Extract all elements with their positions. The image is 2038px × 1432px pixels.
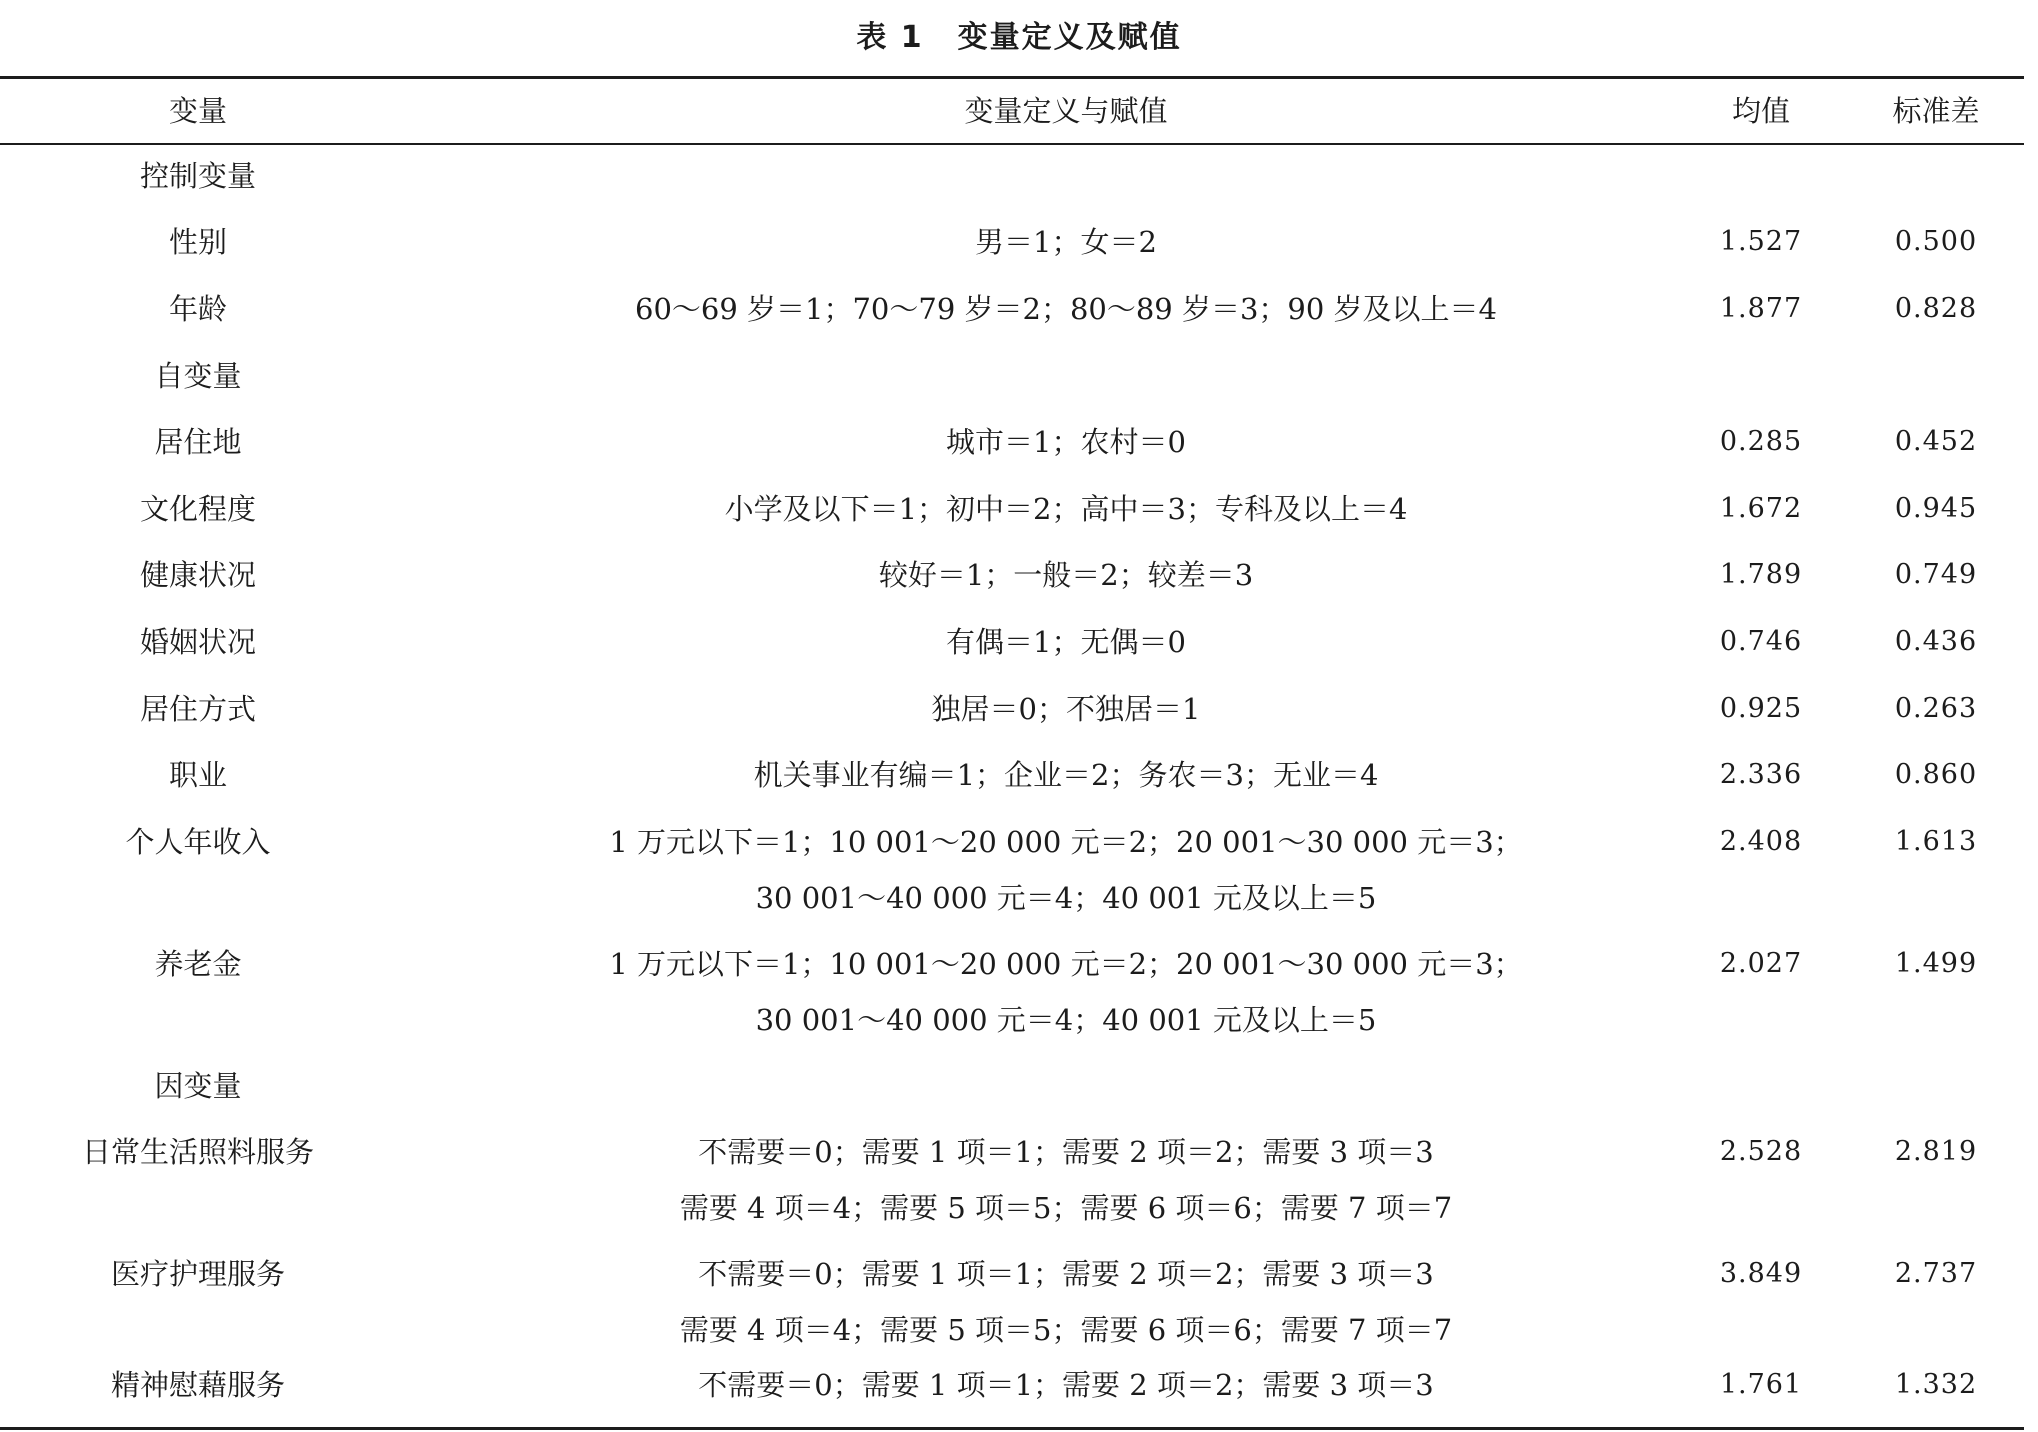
variable-cell: 日常生活照料服务 xyxy=(81,1135,314,1169)
definition-cell: 不需要＝0；需要 1 项＝1；需要 2 项＝2；需要 3 项＝3 xyxy=(698,1368,1434,1402)
header-variable: 变量 xyxy=(168,94,227,128)
definition-cell: 不需要＝0；需要 1 项＝1；需要 2 项＝2；需要 3 项＝3 xyxy=(698,1135,1434,1169)
definition-cell: 男＝1；女＝2 xyxy=(975,225,1157,259)
definition-cell: 不需要＝0；需要 1 项＝1；需要 2 项＝2；需要 3 项＝3 xyxy=(698,1257,1434,1291)
definition-cell-line2: 30 001～40 000 元＝4；40 001 元及以上＝5 xyxy=(755,881,1377,915)
sd-cell: 0.749 xyxy=(1894,559,1978,590)
mean-cell: 2.336 xyxy=(1719,759,1803,790)
mean-cell: 1.527 xyxy=(1719,226,1803,257)
variable-cell: 因变量 xyxy=(154,1069,242,1103)
mean-cell: 0.925 xyxy=(1719,693,1803,724)
definition-cell: 有偶＝1；无偶＝0 xyxy=(946,625,1186,659)
definition-cell: 60～69 岁＝1；70～79 岁＝2；80～89 岁＝3；90 岁及以上＝4 xyxy=(635,292,1497,326)
table-title: 变量定义及赋值 xyxy=(957,20,1182,55)
variable-cell: 控制变量 xyxy=(139,159,256,193)
header-definition: 变量定义与赋值 xyxy=(964,94,1168,128)
sd-cell: 1.499 xyxy=(1894,948,1978,979)
definition-cell-line2: 30 001～40 000 元＝4；40 001 元及以上＝5 xyxy=(755,1003,1377,1037)
mean-cell: 2.027 xyxy=(1719,948,1803,979)
sd-cell: 0.860 xyxy=(1894,759,1978,790)
table-header xyxy=(0,80,2024,142)
mean-cell: 1.877 xyxy=(1719,293,1803,324)
sd-cell: 2.737 xyxy=(1894,1258,1978,1289)
variable-cell: 健康状况 xyxy=(139,558,256,592)
sd-cell: 2.819 xyxy=(1894,1136,1978,1167)
bottom-rule xyxy=(0,1427,2024,1430)
definition-cell-line2: 需要 4 项＝4；需要 5 项＝5；需要 6 项＝6；需要 7 项＝7 xyxy=(679,1313,1453,1347)
definition-cell-line2: 需要 4 项＝4；需要 5 项＝5；需要 6 项＝6；需要 7 项＝7 xyxy=(679,1191,1453,1225)
sd-cell: 0.945 xyxy=(1894,493,1978,524)
definition-cell: 较好＝1；一般＝2；较差＝3 xyxy=(878,558,1254,592)
mean-cell: 1.761 xyxy=(1719,1369,1803,1400)
variable-cell: 居住地 xyxy=(154,425,242,459)
mean-cell: 2.408 xyxy=(1719,826,1803,857)
definition-cell: 独居＝0；不独居＝1 xyxy=(931,692,1201,726)
mean-cell: 0.746 xyxy=(1719,626,1803,657)
mean-cell: 0.285 xyxy=(1719,426,1803,457)
sd-cell: 0.828 xyxy=(1894,293,1978,324)
mean-cell: 2.528 xyxy=(1719,1136,1803,1167)
variable-cell: 居住方式 xyxy=(139,692,256,726)
variable-cell: 年龄 xyxy=(168,292,227,326)
variable-cell: 职业 xyxy=(168,758,227,792)
variable-cell: 精神慰藉服务 xyxy=(110,1368,285,1402)
variable-cell: 个人年收入 xyxy=(125,825,271,859)
definition-cell: 1 万元以下＝1；10 001～20 000 元＝2；20 001～30 000 元＝3； xyxy=(609,947,1523,981)
variable-cell: 医疗护理服务 xyxy=(110,1257,285,1291)
sd-cell: 0.500 xyxy=(1894,226,1978,257)
header-rule xyxy=(0,143,2024,145)
definition-cell: 机关事业有编＝1；企业＝2；务农＝3；无业＝4 xyxy=(753,758,1379,792)
sd-cell: 1.613 xyxy=(1894,826,1978,857)
sd-cell: 0.436 xyxy=(1894,626,1978,657)
variable-cell: 文化程度 xyxy=(139,492,256,526)
variable-cell: 性别 xyxy=(168,225,227,259)
mean-cell: 1.789 xyxy=(1719,559,1803,590)
definition-cell: 小学及以下＝1；初中＝2；高中＝3；专科及以上＝4 xyxy=(724,492,1408,526)
header-sd: 标准差 xyxy=(1892,94,1980,128)
table-number: 表 1 xyxy=(856,20,924,55)
sd-cell: 0.452 xyxy=(1894,426,1978,457)
definition-cell: 城市＝1；农村＝0 xyxy=(946,425,1186,459)
variable-cell: 婚姻状况 xyxy=(139,625,256,659)
header-mean: 均值 xyxy=(1731,94,1790,128)
variable-cell: 养老金 xyxy=(154,947,242,981)
mean-cell: 3.849 xyxy=(1719,1258,1803,1289)
mean-cell: 1.672 xyxy=(1719,493,1803,524)
top-rule xyxy=(0,76,2024,79)
definition-cell: 1 万元以下＝1；10 001～20 000 元＝2；20 001～30 000 元＝3； xyxy=(609,825,1523,859)
sd-cell: 1.332 xyxy=(1894,1369,1978,1400)
table-caption xyxy=(0,14,2038,62)
sd-cell: 0.263 xyxy=(1894,693,1978,724)
variable-cell: 自变量 xyxy=(154,359,242,393)
